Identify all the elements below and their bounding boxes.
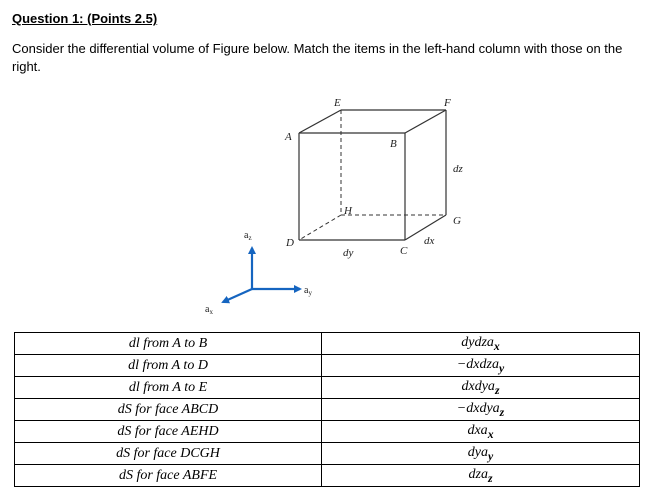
left-item: dS for face ABFE (15, 465, 322, 487)
right-item: dydza$_x$ (322, 333, 640, 355)
right-item: −dxdya$_z$ (322, 399, 640, 421)
right-item: dya$_y$ (322, 443, 640, 465)
matching-table (14, 332, 640, 487)
label-C: C (400, 245, 408, 257)
right-item: dxa$_x$ (322, 421, 640, 443)
label-dx: dx (424, 235, 435, 247)
label-ay: $a_y$ (304, 285, 312, 297)
question-title: Question 1: (Points 2.5) (12, 11, 158, 26)
table-row (15, 443, 640, 465)
label-dy: dy (343, 247, 354, 259)
visible-edges (299, 110, 446, 240)
right-item: −dxdza$_y$ (322, 355, 640, 377)
right-item: dza$_z$ (322, 465, 640, 487)
label-G: G (453, 215, 461, 227)
table-row (15, 355, 640, 377)
table-row (15, 377, 640, 399)
edge-HD (299, 215, 341, 240)
left-item: dl from A to D (15, 355, 322, 377)
right-item: dxdya$_z$ (322, 377, 640, 399)
label-D: D (286, 237, 294, 249)
edge-FB (405, 110, 446, 133)
question-text: Consider the differential volume of Figure below. Match the items in the left-hand column with those on the right. (12, 41, 623, 74)
label-H: H (344, 205, 352, 217)
label-E: E (334, 97, 341, 109)
label-ax: $a_x$ (205, 304, 213, 316)
left-item: dl from A to E (15, 377, 322, 399)
edge-AE (299, 110, 341, 133)
label-A: A (285, 131, 292, 143)
table-row (15, 333, 640, 355)
table-row (15, 421, 640, 443)
table-row (15, 399, 640, 421)
left-item: dS for face ABCD (15, 399, 322, 421)
arrow-ax (223, 289, 252, 302)
left-item: dl from A to B (15, 333, 322, 355)
label-dz: dz (453, 163, 463, 175)
left-item: dS for face AEHD (15, 421, 322, 443)
table-row (15, 465, 640, 487)
left-item: dS for face DCGH (15, 443, 322, 465)
label-B: B (390, 138, 397, 150)
label-az: $a_z$ (244, 230, 252, 242)
hidden-edges (299, 110, 446, 240)
axis-arrows (223, 248, 300, 302)
label-F: F (444, 97, 451, 109)
